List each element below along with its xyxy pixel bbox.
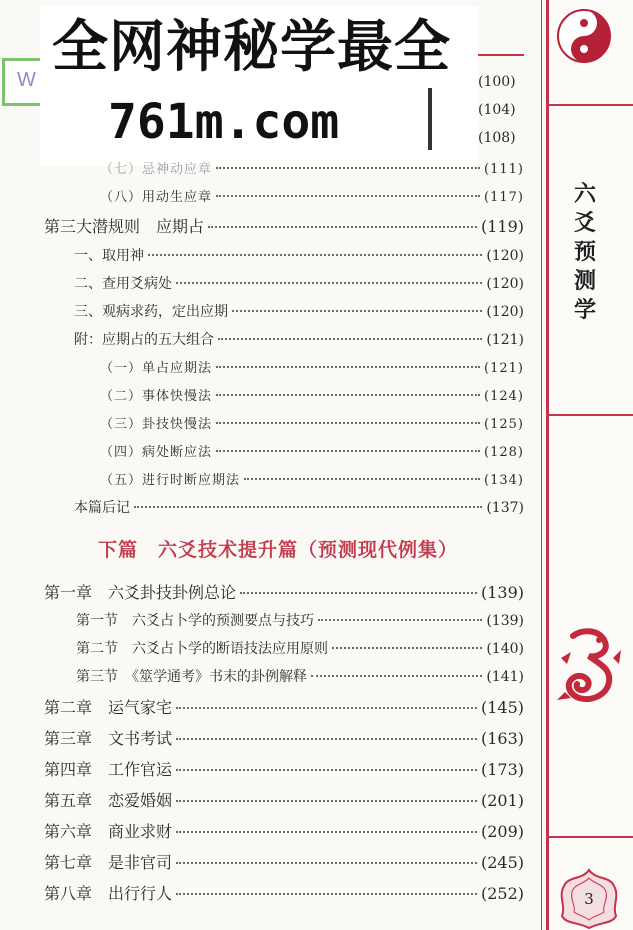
toc-row — [44, 726, 524, 749]
toc-title: （四）病处断应法 — [100, 445, 213, 460]
toc-leader — [216, 195, 480, 197]
toc-title: （七）忌神动应章 — [100, 162, 213, 177]
toc-leader — [240, 592, 477, 594]
toc-row — [478, 74, 524, 90]
toc-leader — [176, 800, 477, 802]
toc-row — [44, 695, 524, 718]
toc-page: (134) — [484, 473, 524, 488]
toc-page: (120) — [486, 304, 524, 320]
toc-title: （二）事体快慢法 — [100, 389, 213, 404]
toc-title: （三）卦技快慢法 — [100, 417, 213, 432]
toc-title: 附：应期占的五大组合 — [74, 332, 214, 348]
toc-title: 第三节 《筮学通考》书末的卦例解释 — [76, 669, 307, 685]
toc-row — [100, 385, 524, 404]
toc-leader — [176, 893, 477, 895]
toc-leader — [216, 394, 480, 396]
toc-title: 第一节 六爻占卜学的预测要点与技巧 — [76, 613, 314, 629]
toc-row — [100, 441, 524, 460]
toc-leader — [134, 506, 482, 508]
header-red-rule — [478, 54, 524, 56]
dragon-icon — [553, 628, 623, 706]
toc-row — [74, 301, 524, 321]
toc-page: (100) — [478, 74, 516, 90]
toc-page: (140) — [486, 641, 524, 657]
toc-leader — [176, 831, 477, 833]
toc-page: (141) — [486, 669, 524, 685]
toc-page: (104) — [478, 102, 516, 118]
margin-rule-h2 — [546, 414, 633, 416]
yinyang-icon — [556, 8, 612, 64]
side-book-title: 六爻预测学 — [573, 181, 596, 323]
toc-row — [74, 497, 524, 517]
toc-row — [76, 638, 524, 658]
watermark-title: 全网神秘学最全 — [52, 15, 451, 80]
toc-page: (163) — [480, 729, 524, 748]
toc-row — [100, 186, 524, 205]
toc-row — [44, 819, 524, 842]
toc-page: (252) — [480, 884, 524, 903]
toc-page: (137) — [486, 500, 524, 516]
toc-row — [478, 102, 524, 118]
toc-row — [76, 610, 524, 630]
toc-page: (111) — [484, 162, 524, 177]
toc-leader — [176, 707, 477, 709]
toc-page: (117) — [484, 190, 524, 205]
toc-page: (119) — [480, 217, 524, 236]
toc-title: 第二章 运气家宅 — [44, 698, 173, 717]
toc-row — [74, 329, 524, 349]
watermark-cursor-bar — [428, 88, 432, 150]
toc-title: 第七章 是非官司 — [44, 853, 173, 872]
toc-page: (245) — [480, 853, 524, 872]
toc-leader — [332, 647, 482, 649]
toc-row — [44, 881, 524, 904]
toc-title: 第四章 工作官运 — [44, 760, 173, 779]
toc-page: (124) — [484, 389, 524, 404]
toc-leader — [318, 619, 482, 621]
toc-row — [100, 469, 524, 488]
toc-leader — [208, 226, 477, 228]
toc-row — [44, 788, 524, 811]
toc-row — [74, 273, 524, 293]
toc-page: (120) — [486, 248, 524, 264]
watermark-badge-letter: W — [17, 69, 36, 91]
toc-row — [44, 757, 524, 780]
toc-title: 二、查用爻病处 — [74, 276, 172, 292]
toc-leader — [218, 338, 482, 340]
toc-title: 一、取用神 — [74, 248, 144, 264]
toc-title: （八）用动生应章 — [100, 190, 213, 205]
toc-leader — [311, 675, 482, 677]
watermark-url: 761m.com — [108, 94, 340, 150]
toc-row — [74, 245, 524, 265]
toc-title: 第二节 六爻占卜学的断语技法应用原则 — [76, 641, 328, 657]
margin-rule-h1 — [546, 104, 633, 106]
toc-title: 第五章 恋爱婚姻 — [44, 791, 173, 810]
toc-page: (201) — [480, 791, 524, 810]
margin-rule-h3 — [546, 836, 633, 838]
page-number: 3 — [584, 890, 594, 908]
toc-page: (121) — [486, 332, 524, 348]
toc-title: （五）进行时断应期法 — [100, 473, 241, 488]
toc-leader — [176, 769, 477, 771]
margin-rule-thin — [541, 0, 542, 930]
toc-row — [100, 413, 524, 432]
toc-leader — [176, 282, 482, 284]
toc-page: (139) — [486, 613, 524, 629]
toc-leader — [216, 366, 480, 368]
toc-row — [44, 214, 524, 237]
margin-rule-thick — [546, 0, 549, 930]
toc-leader — [216, 450, 480, 452]
toc-page: (145) — [480, 698, 524, 717]
toc-leader — [176, 862, 477, 864]
toc-page: (128) — [484, 445, 524, 460]
toc-page: (209) — [480, 822, 524, 841]
toc-row — [44, 580, 524, 603]
toc-row — [100, 357, 524, 376]
toc-row — [44, 850, 524, 873]
toc-leader — [148, 254, 482, 256]
toc-title: 三、观病求药，定出应期 — [74, 304, 228, 320]
toc-leader — [176, 738, 477, 740]
toc-leader — [244, 478, 480, 480]
toc-title: 本篇后记 — [74, 500, 130, 516]
toc-title: 第六章 商业求财 — [44, 822, 173, 841]
toc-row — [76, 666, 524, 686]
toc-page: (121) — [484, 361, 524, 376]
toc-page: (139) — [480, 583, 524, 602]
toc-title: 第一章 六爻卦技卦例总论 — [44, 583, 237, 602]
toc-title: 第三章 文书考试 — [44, 729, 173, 748]
section-heading: 下篇 六爻技术提升篇（预测现代例集） — [98, 539, 459, 561]
margin-band — [546, 0, 633, 930]
toc-title: 第三大潜规则 应期占 — [44, 217, 205, 236]
toc-title: （一）单占应期法 — [100, 361, 213, 376]
toc-leader — [216, 422, 480, 424]
toc-page: (120) — [486, 276, 524, 292]
toc-title: 第八章 出行行人 — [44, 884, 173, 903]
toc-leader — [232, 310, 482, 312]
toc-page: (108) — [478, 130, 516, 146]
toc-page: (173) — [480, 760, 524, 779]
toc-row — [100, 158, 524, 177]
toc-page: (125) — [484, 417, 524, 432]
toc-leader — [216, 167, 480, 169]
toc-row — [478, 130, 524, 146]
